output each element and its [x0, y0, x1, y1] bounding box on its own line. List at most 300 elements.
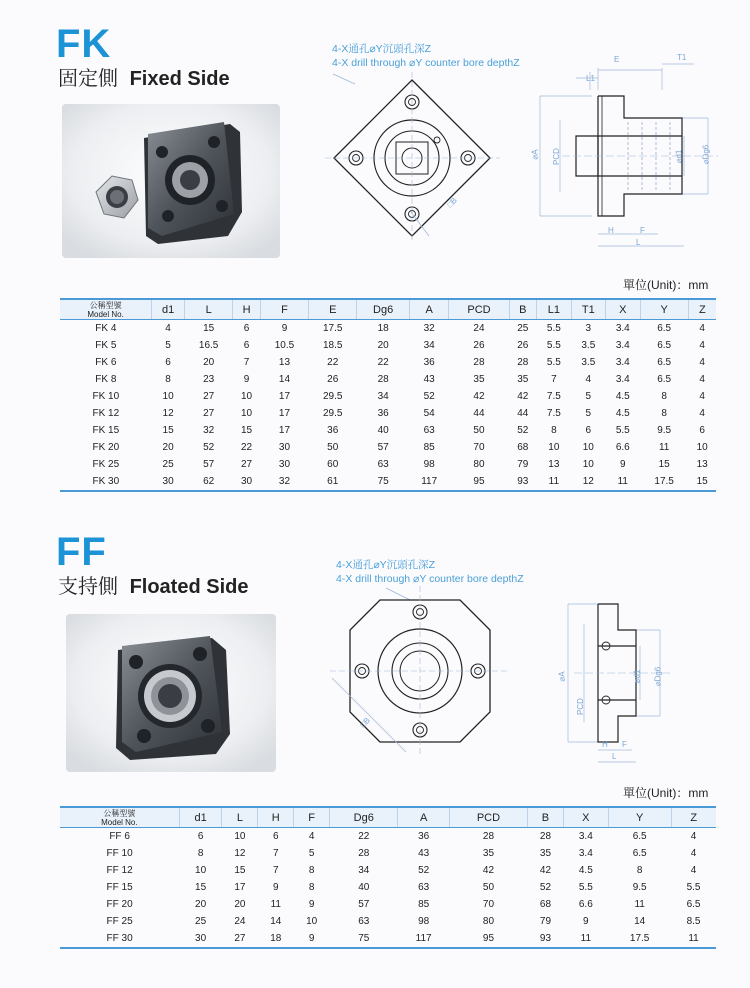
value-cell: 4	[690, 848, 697, 859]
value-cell: 8	[308, 882, 315, 893]
value-cell: 42	[473, 391, 485, 402]
value-cell: 7	[273, 848, 279, 859]
value-cell: 6.5	[632, 848, 647, 859]
value-cell: 16.5	[198, 340, 219, 351]
value-cell: 4	[699, 323, 705, 334]
fk-header-y: Y	[640, 299, 688, 320]
ff-product-photo	[66, 614, 276, 772]
value-cell: 6.5	[657, 323, 672, 334]
fk-spec-table	[60, 298, 716, 492]
fk-dim-dg6: ⌀Dg6	[701, 144, 711, 165]
value-cell: 10	[240, 391, 253, 402]
value-cell: 61	[309, 473, 357, 491]
model-cell: FF 15	[106, 882, 133, 893]
model-cell: FF 25	[106, 916, 133, 927]
model-cell: FF 6	[109, 831, 130, 842]
value-cell: 4	[165, 323, 171, 334]
value-cell: 20	[234, 899, 246, 910]
value-cell: 3.4	[615, 374, 630, 385]
model-cell: FK 8	[95, 374, 117, 385]
fk-header-l1: L1	[537, 299, 571, 320]
value-cell: 8	[551, 425, 557, 436]
value-cell: 60	[327, 459, 339, 470]
value-cell: 35	[539, 848, 552, 859]
fk-header-pcd: PCD	[449, 299, 509, 320]
value-cell: 5	[165, 340, 171, 351]
value-cell: 63	[423, 425, 435, 436]
value-cell: 22	[327, 357, 339, 368]
value-cell: 9	[273, 882, 279, 893]
ff-dim-d1: ⌀d1	[632, 669, 642, 684]
ff-dim-a: ⌀A	[557, 671, 567, 682]
ff-hole-note-en: 4-X drill through ⌀Y counter bore depthZ	[336, 573, 524, 585]
value-cell: 13	[548, 459, 560, 470]
value-cell: 4	[699, 340, 705, 351]
value-cell: 4	[308, 831, 315, 842]
value-cell: 10	[306, 916, 318, 927]
value-cell: 54	[423, 408, 435, 419]
value-cell: 62	[185, 473, 233, 491]
value-cell: 4	[699, 391, 705, 402]
fk-header-t1: T1	[571, 299, 605, 320]
value-cell: 5.5	[578, 882, 593, 893]
model-cell: FK 10	[92, 391, 120, 402]
value-cell: 42	[539, 865, 552, 876]
value-cell: 26	[473, 340, 485, 351]
ff-header-x: X	[563, 807, 608, 828]
value-cell: 8	[661, 408, 667, 419]
value-cell: 32	[260, 473, 308, 491]
fk-table-header	[60, 299, 716, 320]
value-cell: 8	[308, 865, 315, 876]
table-row	[60, 930, 716, 948]
value-cell: 27	[203, 408, 215, 419]
value-cell: 98	[418, 916, 430, 927]
value-cell: 3.5	[581, 357, 596, 368]
value-cell: 20	[377, 340, 389, 351]
ff-header-pcd: PCD	[449, 807, 527, 828]
value-cell: 50	[473, 425, 485, 436]
value-cell: 17	[278, 391, 291, 402]
value-cell: 11	[537, 473, 571, 491]
value-cell: 20	[162, 442, 174, 453]
value-cell: 75	[330, 930, 398, 948]
ff-table-body	[60, 828, 716, 949]
fk-dim-l: L	[636, 238, 641, 247]
value-cell: 85	[418, 899, 430, 910]
value-cell: 10	[234, 831, 246, 842]
ff-dim-b: □B	[358, 715, 372, 730]
value-cell: 63	[418, 882, 430, 893]
value-cell: 14	[634, 916, 646, 927]
value-cell: 4.5	[578, 865, 593, 876]
value-cell: 10	[240, 408, 253, 419]
value-cell: 35	[517, 374, 529, 385]
value-cell: 75	[357, 473, 410, 491]
value-cell: 3.4	[615, 340, 630, 351]
value-cell: 13	[696, 459, 708, 470]
value-cell: 11	[606, 473, 640, 491]
fk-dim-t1: T1	[677, 53, 687, 62]
value-cell: 15	[658, 459, 670, 470]
value-cell: 22	[358, 831, 370, 842]
value-cell: 36	[377, 408, 389, 419]
value-cell: 10	[696, 442, 708, 453]
ff-header-d1: d1	[179, 807, 222, 828]
model-cell: FK 30	[60, 473, 152, 491]
fk-table-body	[60, 320, 716, 492]
ff-series-title	[58, 570, 248, 599]
value-cell: 52	[418, 865, 430, 876]
value-cell: 3.4	[578, 831, 593, 842]
value-cell: 12	[571, 473, 605, 491]
fk-header-a: A	[409, 299, 449, 320]
table-row	[60, 439, 716, 456]
value-cell: 25	[517, 323, 529, 334]
value-cell: 5.5	[615, 425, 630, 436]
value-cell: 10.5	[274, 340, 295, 351]
fk-header-z: Z	[688, 299, 716, 320]
value-cell: 44	[517, 408, 529, 419]
table-row	[60, 879, 716, 896]
value-cell: 9	[620, 459, 626, 470]
value-cell: 26	[327, 374, 339, 385]
value-cell: 25	[162, 459, 174, 470]
fk-hole-note-en: 4-X drill through ⌀Y counter bore depthZ	[332, 57, 520, 69]
value-cell: 98	[423, 459, 435, 470]
value-cell: 36	[418, 831, 430, 842]
value-cell: 3	[585, 323, 592, 334]
value-cell: 4	[699, 408, 705, 419]
fk-dim-l1: L1	[586, 74, 595, 83]
value-cell: 5.5	[686, 882, 701, 893]
value-cell: 30	[179, 930, 222, 948]
table-row	[60, 422, 716, 439]
model-cell: FK 12	[92, 408, 120, 419]
value-cell: 6.5	[686, 899, 701, 910]
value-cell: 22	[377, 357, 389, 368]
value-cell: 5	[308, 848, 315, 859]
model-cell: FK 20	[92, 442, 120, 453]
value-cell: 40	[377, 425, 389, 436]
value-cell: 80	[482, 916, 495, 927]
model-cell: FF 12	[106, 865, 133, 876]
value-cell: 6	[243, 323, 250, 334]
value-cell: 5	[585, 408, 592, 419]
fk-dim-a: ⌀A	[530, 149, 540, 160]
value-cell: 6.5	[657, 340, 672, 351]
value-cell: 80	[473, 459, 485, 470]
value-cell: 7	[273, 865, 279, 876]
table-row	[60, 405, 716, 422]
table-row	[60, 371, 716, 388]
value-cell: 8	[165, 374, 171, 385]
value-cell: 9	[583, 916, 589, 927]
ff-header-z: Z	[671, 807, 716, 828]
value-cell: 15	[162, 425, 174, 436]
fk-series-title	[58, 62, 230, 91]
fk-series-code: FK	[56, 22, 112, 66]
value-cell: 30	[233, 473, 261, 491]
value-cell: 52	[203, 442, 215, 453]
value-cell: 34	[423, 340, 435, 351]
fk-product-photo	[62, 104, 280, 258]
value-cell: 24	[473, 323, 485, 334]
value-cell: 15	[234, 865, 246, 876]
value-cell: 34	[358, 865, 370, 876]
value-cell: 11	[270, 899, 281, 910]
value-cell: 35	[482, 848, 495, 859]
value-cell: 5.5	[546, 357, 561, 368]
fk-header-l: L	[185, 299, 233, 320]
value-cell: 30	[278, 442, 291, 453]
value-cell: 3.4	[578, 848, 593, 859]
value-cell: 11	[563, 930, 608, 948]
value-cell: 27	[222, 930, 258, 948]
value-cell: 6	[165, 357, 171, 368]
value-cell: 8	[661, 391, 667, 402]
value-cell: 18	[377, 323, 389, 334]
value-cell: 63	[377, 459, 389, 470]
ff-dim-h: H	[602, 740, 608, 749]
model-cell: FK 6	[95, 357, 117, 368]
value-cell: 29.5	[323, 408, 343, 419]
value-cell: 68	[517, 442, 529, 453]
value-cell: 7.5	[546, 408, 561, 419]
value-cell: 7	[551, 374, 557, 385]
value-cell: 22	[240, 442, 253, 453]
table-row	[60, 354, 716, 371]
ff-header-l: L	[222, 807, 258, 828]
value-cell: 6	[243, 340, 250, 351]
value-cell: 10	[582, 459, 594, 470]
ff-header-h: H	[258, 807, 294, 828]
value-cell: 10	[582, 442, 594, 453]
value-cell: 43	[418, 848, 430, 859]
value-cell: 6.5	[632, 831, 647, 842]
value-cell: 52	[539, 882, 552, 893]
value-cell: 8	[636, 865, 643, 876]
fk-title-zh: 固定側	[58, 66, 118, 90]
value-cell: 10	[162, 391, 174, 402]
value-cell: 25	[195, 916, 207, 927]
value-cell: 17.5	[323, 323, 343, 334]
ff-table-header	[60, 807, 716, 828]
value-cell: 4	[690, 865, 697, 876]
value-cell: 9	[294, 930, 330, 948]
ff-hole-note-zh: 4-X通孔⌀Y沉頭孔深Z	[336, 559, 436, 571]
value-cell: 20	[195, 899, 207, 910]
ff-dim-f: F	[622, 740, 627, 749]
fk-title-en: Fixed Side	[129, 68, 230, 90]
ff-dim-dg6: ⌀Dg6	[653, 666, 663, 687]
model-cell: FK 25	[92, 459, 120, 470]
value-cell: 27	[203, 391, 215, 402]
ff-header-b: B	[528, 807, 564, 828]
fk-header-model	[60, 299, 152, 320]
value-cell: 5.5	[546, 340, 561, 351]
value-cell: 30	[152, 473, 185, 491]
ff-dim-l: L	[612, 752, 617, 761]
ff-series-code: FF	[56, 530, 107, 574]
fk-dim-h: H	[608, 226, 614, 235]
value-cell: 6	[197, 831, 204, 842]
ff-hole-note	[336, 558, 524, 586]
value-cell: 10	[195, 865, 207, 876]
fk-header-dg6: Dg6	[357, 299, 410, 320]
fk-dim-pcd: PCD	[551, 148, 561, 165]
value-cell: 95	[449, 473, 509, 491]
value-cell: 42	[517, 391, 529, 402]
value-cell: 4	[699, 357, 705, 368]
table-row	[60, 913, 716, 930]
fk-header-f: F	[260, 299, 308, 320]
value-cell: 20	[203, 357, 215, 368]
value-cell: 12	[162, 408, 174, 419]
fk-hole-note-zh: 4-X通孔⌀Y沉頭孔深Z	[332, 43, 432, 55]
value-cell: 11	[634, 899, 645, 910]
fk-header-model-zh: 公稱型號	[89, 300, 122, 310]
value-cell: 17.5	[640, 473, 688, 491]
model-cell: FF 10	[106, 848, 133, 859]
value-cell: 3.5	[581, 340, 596, 351]
ff-header-dg6: Dg6	[330, 807, 398, 828]
fk-header-x: X	[606, 299, 640, 320]
value-cell: 10	[548, 442, 560, 453]
table-row	[60, 456, 716, 473]
value-cell: 8	[197, 848, 204, 859]
value-cell: 44	[473, 408, 485, 419]
ff-spec-table	[60, 806, 716, 949]
table-row	[60, 337, 716, 354]
fk-hole-note	[332, 42, 520, 70]
value-cell: 70	[473, 442, 485, 453]
value-cell: 28	[517, 357, 529, 368]
value-cell: 15	[240, 425, 253, 436]
ff-header-f: F	[294, 807, 330, 828]
value-cell: 6	[585, 425, 592, 436]
value-cell: 117	[409, 473, 449, 491]
ff-dim-pcd: PCD	[575, 698, 585, 715]
value-cell: 63	[358, 916, 370, 927]
table-row	[60, 388, 716, 405]
value-cell: 32	[203, 425, 215, 436]
fk-dim-e: E	[614, 55, 620, 64]
value-cell: 17.5	[608, 930, 671, 948]
value-cell: 6.5	[657, 357, 672, 368]
table-row	[60, 862, 716, 879]
fk-header-e: E	[309, 299, 357, 320]
value-cell: 9.5	[632, 882, 647, 893]
value-cell: 5.5	[546, 323, 561, 334]
value-cell: 17	[278, 408, 291, 419]
value-cell: 117	[398, 930, 449, 948]
value-cell: 23	[203, 374, 215, 385]
table-row	[60, 828, 716, 846]
value-cell: 57	[203, 459, 215, 470]
ff-header-model	[60, 807, 179, 828]
value-cell: 52	[423, 391, 435, 402]
value-cell: 4.5	[615, 391, 630, 402]
value-cell: 28	[539, 831, 552, 842]
value-cell: 24	[234, 916, 246, 927]
value-cell: 79	[517, 459, 529, 470]
value-cell: 79	[539, 916, 552, 927]
table-row	[60, 845, 716, 862]
model-cell: FK 4	[95, 323, 117, 334]
value-cell: 28	[473, 357, 485, 368]
ff-unit-label: 單位(Unit)：mm	[623, 786, 709, 800]
model-cell: FF 30	[60, 930, 179, 948]
value-cell: 93	[509, 473, 537, 491]
value-cell: 4.5	[615, 408, 630, 419]
value-cell: 32	[423, 323, 435, 334]
model-cell: FK 5	[95, 340, 117, 351]
value-cell: 15	[203, 323, 215, 334]
value-cell: 40	[358, 882, 370, 893]
ff-title-zh: 支持側	[58, 574, 118, 598]
value-cell: 4	[585, 374, 592, 385]
value-cell: 4	[690, 831, 697, 842]
value-cell: 7.5	[546, 391, 561, 402]
ff-header-a: A	[398, 807, 449, 828]
value-cell: 6.5	[657, 374, 672, 385]
value-cell: 95	[449, 930, 527, 948]
value-cell: 28	[482, 831, 495, 842]
value-cell: 5	[585, 391, 592, 402]
table-row	[60, 320, 716, 338]
value-cell: 6	[273, 831, 279, 842]
model-cell: FF 20	[106, 899, 133, 910]
value-cell: 85	[423, 442, 435, 453]
value-cell: 9	[243, 374, 250, 385]
value-cell: 6.6	[578, 899, 593, 910]
fk-unit-label: 單位(Unit)：mm	[623, 278, 709, 292]
value-cell: 3.4	[615, 323, 630, 334]
value-cell: 9.5	[657, 425, 672, 436]
value-cell: 50	[327, 442, 339, 453]
value-cell: 70	[482, 899, 495, 910]
value-cell: 11	[671, 930, 716, 948]
value-cell: 93	[528, 930, 564, 948]
value-cell: 13	[278, 357, 291, 368]
value-cell: 18	[258, 930, 294, 948]
value-cell: 36	[423, 357, 435, 368]
value-cell: 36	[327, 425, 339, 436]
value-cell: 6.6	[615, 442, 630, 453]
fk-header-b: B	[509, 299, 537, 320]
fk-front-view-drawing	[325, 72, 500, 242]
ff-header-model-en: Model No.	[101, 817, 138, 827]
value-cell: 26	[517, 340, 529, 351]
model-cell: FK 15	[92, 425, 120, 436]
value-cell: 50	[482, 882, 495, 893]
value-cell: 29.5	[323, 391, 343, 402]
value-cell: 8.5	[686, 916, 701, 927]
fk-dim-d1: ⌀d1	[674, 149, 684, 164]
table-row	[60, 896, 716, 913]
value-cell: 18.5	[323, 340, 343, 351]
value-cell: 15	[688, 473, 716, 491]
value-cell: 28	[377, 374, 389, 385]
value-cell: 17	[234, 882, 246, 893]
value-cell: 42	[482, 865, 495, 876]
value-cell: 30	[278, 459, 291, 470]
ff-header-model-zh: 公稱型號	[103, 808, 136, 818]
ff-title-en: Floated Side	[129, 576, 249, 598]
table-row	[60, 473, 716, 491]
value-cell: 9	[281, 323, 288, 334]
